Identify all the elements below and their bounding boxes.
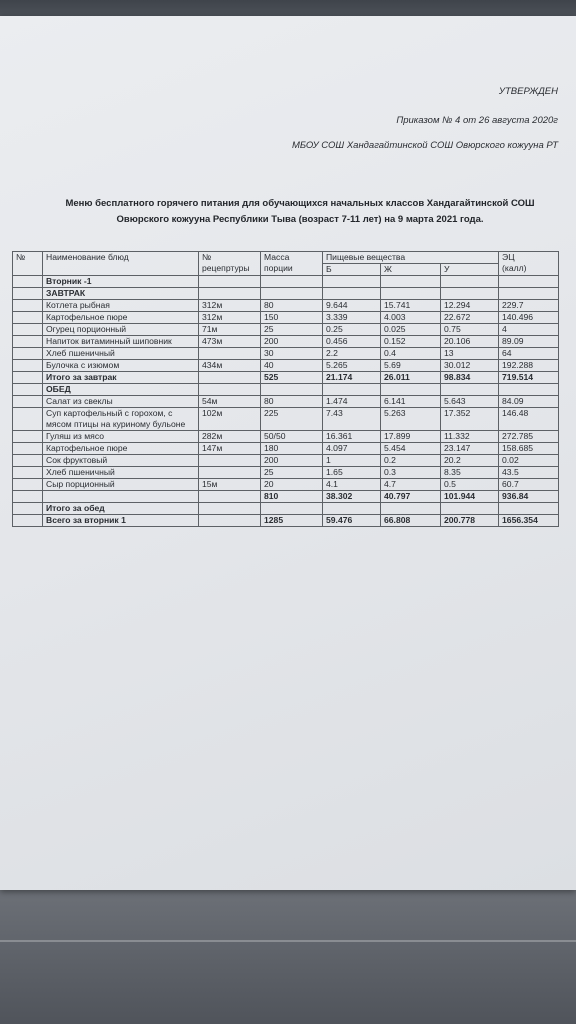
- cell-u: 8.35: [441, 467, 499, 479]
- cell-mass: 25: [261, 324, 323, 336]
- cell-recipe: 102м: [199, 408, 261, 431]
- table-row: [13, 467, 559, 479]
- cell-ec: 140.496: [499, 312, 559, 324]
- cell-u: 22.672: [441, 312, 499, 324]
- cell-ec: 89.09: [499, 336, 559, 348]
- cell-ec: 43.5: [499, 467, 559, 479]
- cell-num: [13, 348, 43, 360]
- cell-recipe: 54м: [199, 396, 261, 408]
- cell-u: 5.643: [441, 396, 499, 408]
- cell-recipe: [199, 348, 261, 360]
- cell-recipe: 71м: [199, 324, 261, 336]
- table-row: [13, 348, 559, 360]
- table-header-row: [13, 252, 559, 264]
- cell-zh: 5.263: [381, 408, 441, 431]
- cell-u: 0.5: [441, 479, 499, 491]
- cell-zh: 5.454: [381, 443, 441, 455]
- cell-b: [323, 503, 381, 515]
- cell-b: 1.65: [323, 467, 381, 479]
- cell-zh: 15.741: [381, 300, 441, 312]
- cell-zh: [381, 384, 441, 396]
- cell-b: 3.339: [323, 312, 381, 324]
- cell-name: Огурец порционный: [43, 324, 199, 336]
- cell-b: 4.1: [323, 479, 381, 491]
- cell-name: Булочка с изюмом: [43, 360, 199, 372]
- cell-mass: [261, 384, 323, 396]
- menu-table: [12, 251, 559, 527]
- cell-mass: [261, 288, 323, 300]
- header-name: Наименование блюд: [43, 252, 199, 276]
- cell-mass: 225: [261, 408, 323, 431]
- cell-b: 5.265: [323, 360, 381, 372]
- cell-b: [323, 384, 381, 396]
- cell-ec: [499, 288, 559, 300]
- cell-b: 0.456: [323, 336, 381, 348]
- cell-ec: 719.514: [499, 372, 559, 384]
- cell-num: [13, 312, 43, 324]
- cell-ec: 84.09: [499, 396, 559, 408]
- cell-recipe: 312м: [199, 312, 261, 324]
- table-row: [13, 276, 559, 288]
- cell-ec: 192.288: [499, 360, 559, 372]
- cell-mass: 50/50: [261, 431, 323, 443]
- table-row: [13, 372, 559, 384]
- cell-b: [323, 276, 381, 288]
- cell-name: Картофельное пюре: [43, 443, 199, 455]
- cell-b: 4.097: [323, 443, 381, 455]
- photo-background-bottom: [0, 880, 576, 1024]
- cell-recipe: 473м: [199, 336, 261, 348]
- cell-ec: [499, 503, 559, 515]
- cell-b: 16.361: [323, 431, 381, 443]
- header-mass: Масса порции: [261, 252, 323, 276]
- cell-zh: 17.899: [381, 431, 441, 443]
- table-row: [13, 515, 559, 527]
- title-line-2: Овюрского кожууна Республики Тыва (возраст 7-11 лет) на 9 марта 2021 года.: [116, 214, 484, 225]
- cell-recipe: [199, 276, 261, 288]
- cell-name: Суп картофельный с горохом, с мясом птицы на куриному бульоне: [43, 408, 199, 431]
- cell-ec: 158.685: [499, 443, 559, 455]
- header-u: У: [441, 264, 499, 276]
- cell-mass: 180: [261, 443, 323, 455]
- table-row: [13, 479, 559, 491]
- cell-zh: 6.141: [381, 396, 441, 408]
- cell-zh: 0.025: [381, 324, 441, 336]
- cell-recipe: 147м: [199, 443, 261, 455]
- cell-name: Напиток витаминный шиповник: [43, 336, 199, 348]
- cell-mass: 1285: [261, 515, 323, 527]
- cell-b: 9.644: [323, 300, 381, 312]
- cell-u: 200.778: [441, 515, 499, 527]
- cell-name: Хлеб пшеничный: [43, 467, 199, 479]
- cell-mass: 525: [261, 372, 323, 384]
- cell-ec: 60.7: [499, 479, 559, 491]
- cell-u: [441, 276, 499, 288]
- cell-u: 20.106: [441, 336, 499, 348]
- header-recipe: № рецепртуры: [199, 252, 261, 276]
- cell-u: 13: [441, 348, 499, 360]
- cell-ec: 146.48: [499, 408, 559, 431]
- cell-recipe: [199, 384, 261, 396]
- cell-b: 2.2: [323, 348, 381, 360]
- cell-mass: 200: [261, 455, 323, 467]
- cell-name: Всего за вторник 1: [43, 515, 199, 527]
- cell-u: 101.944: [441, 491, 499, 503]
- cell-mass: 30: [261, 348, 323, 360]
- cell-b: 38.302: [323, 491, 381, 503]
- cell-b: 59.476: [323, 515, 381, 527]
- cell-name: Сыр порционный: [43, 479, 199, 491]
- cell-u: [441, 384, 499, 396]
- cell-num: [13, 515, 43, 527]
- cell-num: [13, 408, 43, 431]
- cell-b: 7.43: [323, 408, 381, 431]
- cell-name: Гуляш из мясо: [43, 431, 199, 443]
- cell-num: [13, 384, 43, 396]
- cell-num: [13, 288, 43, 300]
- cell-name: Итого за завтрак: [43, 372, 199, 384]
- menu-table-body: [13, 276, 559, 527]
- cell-recipe: [199, 491, 261, 503]
- cell-num: [13, 372, 43, 384]
- cell-ec: 936.84: [499, 491, 559, 503]
- cell-u: 12.294: [441, 300, 499, 312]
- cell-mass: 40: [261, 360, 323, 372]
- table-row: [13, 288, 559, 300]
- cell-zh: 0.3: [381, 467, 441, 479]
- cell-b: 21.174: [323, 372, 381, 384]
- table-row: [13, 491, 559, 503]
- cell-u: 20.2: [441, 455, 499, 467]
- table-row: [13, 312, 559, 324]
- cell-zh: [381, 288, 441, 300]
- header-nutrients: Пищевые вещества: [323, 252, 499, 264]
- cell-num: [13, 396, 43, 408]
- cell-recipe: 312м: [199, 300, 261, 312]
- cell-recipe: 282м: [199, 431, 261, 443]
- cell-name: ЗАВТРАК: [43, 288, 199, 300]
- cell-u: 17.352: [441, 408, 499, 431]
- cell-zh: [381, 503, 441, 515]
- cell-num: [13, 360, 43, 372]
- header-ec: ЭЦ (калл): [499, 252, 559, 276]
- cell-num: [13, 467, 43, 479]
- cell-b: [323, 288, 381, 300]
- cell-u: 0.75: [441, 324, 499, 336]
- cell-zh: 0.4: [381, 348, 441, 360]
- cell-zh: 40.797: [381, 491, 441, 503]
- table-row: [13, 431, 559, 443]
- cell-num: [13, 479, 43, 491]
- cell-ec: 4: [499, 324, 559, 336]
- cell-recipe: [199, 503, 261, 515]
- cell-num: [13, 491, 43, 503]
- cell-recipe: 15м: [199, 479, 261, 491]
- cell-mass: 25: [261, 467, 323, 479]
- cell-b: 0.25: [323, 324, 381, 336]
- table-row: [13, 443, 559, 455]
- cell-name: Итого за обед: [43, 503, 199, 515]
- cell-mass: 80: [261, 300, 323, 312]
- cell-ec: 64: [499, 348, 559, 360]
- cell-mass: [261, 276, 323, 288]
- table-row: [13, 300, 559, 312]
- table-row: [13, 396, 559, 408]
- cell-name: Картофельное пюре: [43, 312, 199, 324]
- cell-name: Салат из свеклы: [43, 396, 199, 408]
- header-zh: Ж: [381, 264, 441, 276]
- cell-num: [13, 336, 43, 348]
- cell-recipe: [199, 455, 261, 467]
- cell-ec: [499, 384, 559, 396]
- cell-u: 23.147: [441, 443, 499, 455]
- cell-name: Котлета рыбная: [43, 300, 199, 312]
- cell-recipe: [199, 515, 261, 527]
- cell-ec: 229.7: [499, 300, 559, 312]
- approval-block: [292, 86, 558, 169]
- approved-label: УТВЕРЖДЕН: [498, 86, 558, 97]
- cell-recipe: [199, 288, 261, 300]
- cell-num: [13, 300, 43, 312]
- cell-recipe: [199, 372, 261, 384]
- cell-ec: 0.02: [499, 455, 559, 467]
- cell-num: [13, 455, 43, 467]
- order-line: Приказом № 4 от 26 августа 2020г: [396, 115, 558, 126]
- title-line-1: Меню бесплатного горячего питания для обучающихся начальных классов Хандагайтинской СОШ: [65, 198, 535, 209]
- table-row: [13, 360, 559, 372]
- table-row: [13, 336, 559, 348]
- cell-u: [441, 288, 499, 300]
- cell-name: [43, 491, 199, 503]
- cell-ec: [499, 276, 559, 288]
- cell-ec: 272.785: [499, 431, 559, 443]
- document-title: [40, 196, 560, 228]
- cell-zh: 0.152: [381, 336, 441, 348]
- cell-recipe: 434м: [199, 360, 261, 372]
- cell-b: 1.474: [323, 396, 381, 408]
- cell-mass: [261, 503, 323, 515]
- document-sheet: [0, 16, 576, 890]
- table-row: [13, 384, 559, 396]
- table-row: [13, 503, 559, 515]
- header-b: Б: [323, 264, 381, 276]
- cell-zh: 4.003: [381, 312, 441, 324]
- cell-num: [13, 443, 43, 455]
- cell-name: Сок фруктовый: [43, 455, 199, 467]
- cell-ec: 1656.354: [499, 515, 559, 527]
- cell-recipe: [199, 467, 261, 479]
- cell-mass: 80: [261, 396, 323, 408]
- cell-name: Вторник -1: [43, 276, 199, 288]
- cell-num: [13, 503, 43, 515]
- cell-zh: 4.7: [381, 479, 441, 491]
- cell-num: [13, 276, 43, 288]
- cell-b: 1: [323, 455, 381, 467]
- cell-mass: 810: [261, 491, 323, 503]
- cell-name: ОБЕД: [43, 384, 199, 396]
- cell-zh: 26.011: [381, 372, 441, 384]
- cell-zh: 0.2: [381, 455, 441, 467]
- cell-u: [441, 503, 499, 515]
- cell-zh: [381, 276, 441, 288]
- cell-num: [13, 324, 43, 336]
- cell-zh: 5.69: [381, 360, 441, 372]
- cell-name: Хлеб пшеничный: [43, 348, 199, 360]
- cell-u: 30.012: [441, 360, 499, 372]
- table-row: [13, 408, 559, 431]
- table-row: [13, 455, 559, 467]
- cell-mass: 20: [261, 479, 323, 491]
- table-row: [13, 324, 559, 336]
- cell-mass: 150: [261, 312, 323, 324]
- cell-num: [13, 431, 43, 443]
- cell-mass: 200: [261, 336, 323, 348]
- cell-u: 98.834: [441, 372, 499, 384]
- school-line: МБОУ СОШ Хандагайтинской СОШ Овюрского кожууна РТ: [291, 140, 558, 151]
- cell-zh: 66.808: [381, 515, 441, 527]
- header-num: №: [13, 252, 43, 276]
- cell-u: 11.332: [441, 431, 499, 443]
